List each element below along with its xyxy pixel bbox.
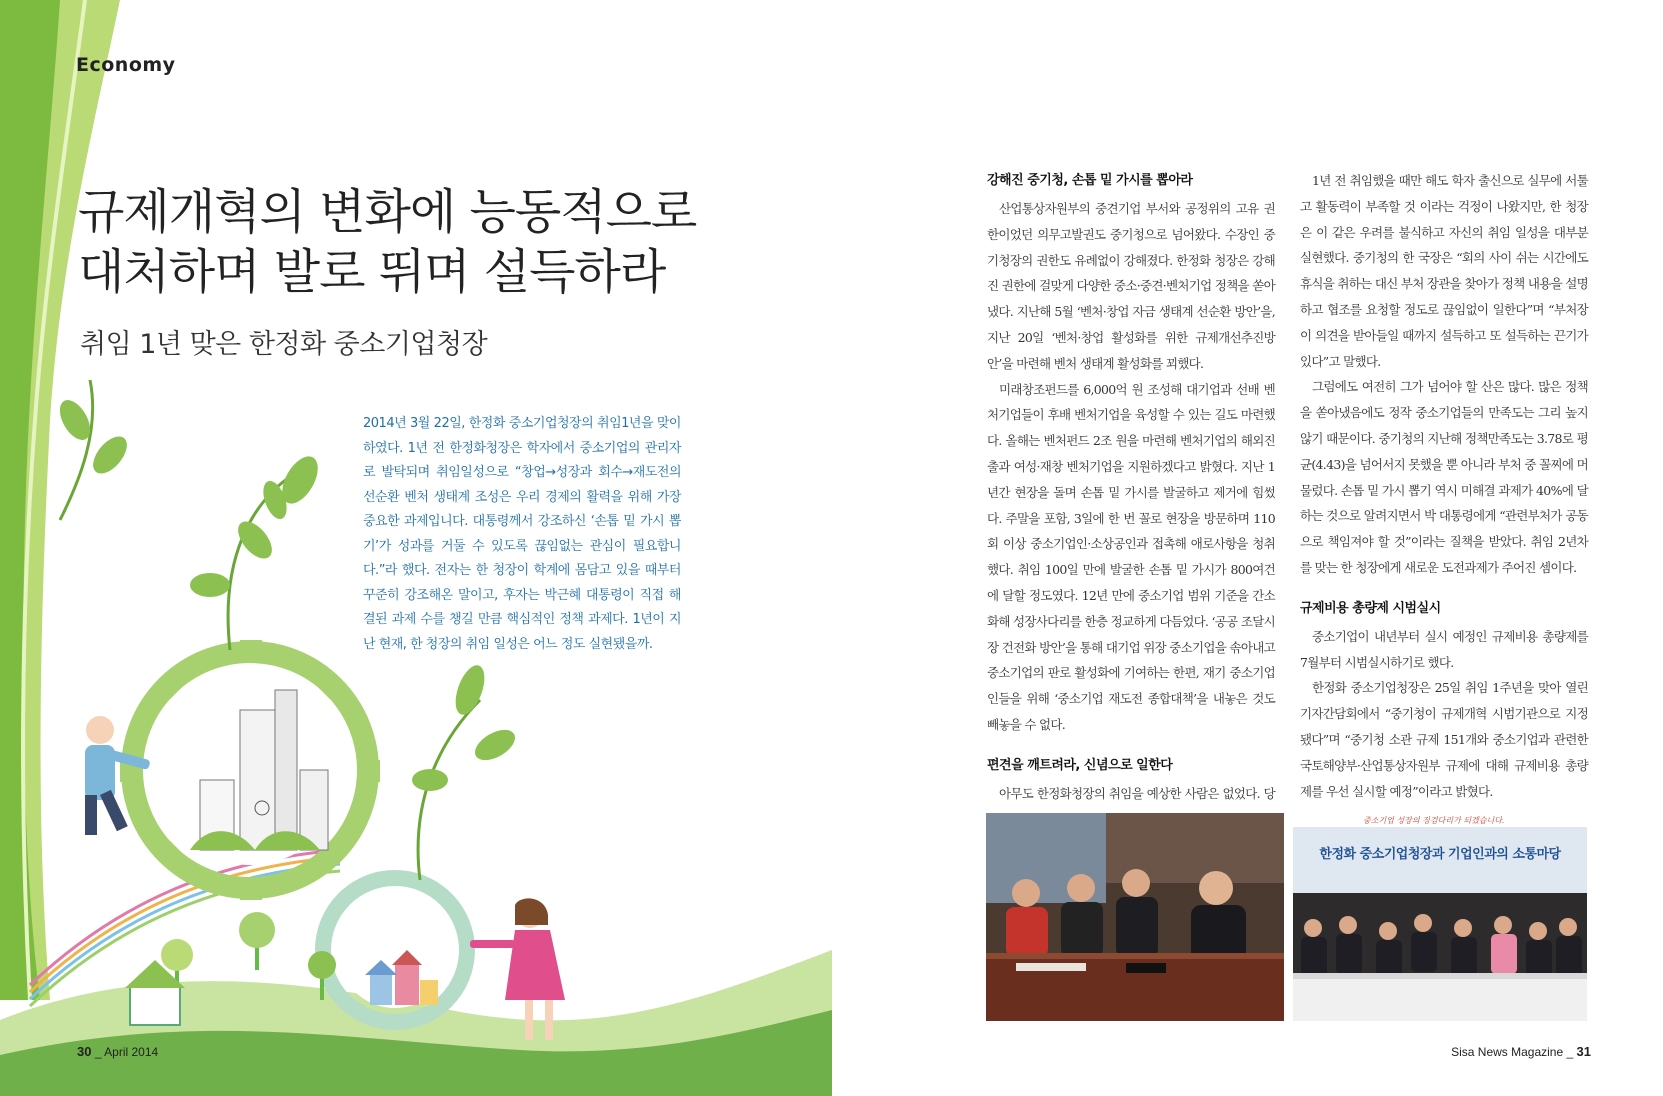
banner-title: 한정화 중소기업청장과 기업인과의 소통마당 bbox=[1319, 847, 1561, 862]
press-conference-photo bbox=[986, 813, 1284, 1021]
body-paragraph: 1년 전 취임했을 때만 해도 학자 출신으로 실무에 서툴고 활동력이 부족할 것 이라는 걱정이 나왔지만, 한 청장은 이 같은 우려를 불식하고 자신의 취임 일성을 대부분 실현했다. 중기청의 한 국장은 “회의 사이 쉬는 시간에도 휴식을 취하는 대신 부처 장관을 찾아가 정책 내용을 설명하고 협조를 요청할 정도로 끊임없이 일한다”며 “부처장이 의견을 받아들일 때까지 설득하고 또 설득하는 끈기가 있다”고 말했다. bbox=[1300, 173, 1588, 369]
issue-date: April 2014 bbox=[104, 1045, 159, 1059]
page-number-left: 30 bbox=[77, 1044, 92, 1059]
body-paragraph: 한정화 중소기업청장은 25일 취임 1주년을 맞아 열린 기자간담회에서 “중기청이 규제개혁 시범기관으로 지정됐다”며 “중기청 소관 규제 151개와 중소기업과 관련한 국토해양부·산업통상자원부 규제에 대해 규제비용 총량제를 우선 실시할 예정”이라고 밝혔다. bbox=[1300, 680, 1588, 799]
headline-line-1: 규제개혁의 변화에 능동적으로 bbox=[78, 184, 697, 240]
subheadline: 취임 1년 맞은 한정화 중소기업청장 bbox=[80, 329, 488, 360]
magazine-name: Sisa News Magazine bbox=[1451, 1045, 1564, 1059]
folio-left: 30 _ April 2014 bbox=[77, 1044, 159, 1059]
page-number-right: 31 bbox=[1576, 1044, 1591, 1059]
body-paragraph: 아무도 한정화청장의 취임을 예상한 사람은 없었다. 당 bbox=[999, 785, 1275, 801]
section-heading-2: 편견을 깨트려라, 신념으로 일한다 bbox=[987, 757, 1173, 773]
body-paragraph: 미래창조펀드를 6,000억 원 조성해 대기업과 선배 벤처기업들이 후배 벤처기업을 육성할 수 있는 길도 마련했다. 올해는 벤처펀드 2조 원을 마련해 벤처기업의 해외진출과 여성·재창 벤처기업을 지원하겠다고 밝혔다. 지난 1년간 현장을 돌며 손톱 밑 가시를 발굴하고 제거에 힘썼다. 주말을 포함, 3일에 한 번 꼴로 현장을 방문하며 110회 이상 중소기업인·소상공인과 접촉해 애로사항을 청취했다. 취임 100일 만에 발굴한 손톱 밑 가시가 800여건에 달할 정도였다. 12년 만에 중소기업 범위 기준을 간소화해 성장사다리를 한층 정교하게 다듬었다. ‘공공 조달시장 건전화 방안’을 통해 대기업 위장 중소기업을 솎아내고 중소기업의 판로 활성화에 기여하는 한편, 재기 중소기업인들을 위해 ‘중소기업 재도전 종합대책’을 내놓은 것도 빼놓을 수 없다. bbox=[987, 381, 1275, 732]
headline-line-2: 대처하며 발로 뛰며 설득하라 bbox=[78, 244, 666, 300]
section-heading-3: 규제비용 총량제 시범실시 bbox=[1300, 600, 1441, 616]
large-gear-icon bbox=[120, 640, 380, 900]
section-heading-1: 강해진 중기청, 손톱 밑 가시를 뽑아라 bbox=[987, 173, 1193, 188]
body-paragraph: 산업통상자원부의 중견기업 부서와 공정위의 고유 권한이었던 의무고발권도 중기청으로 넘어왔다. 수장인 중기청장의 권한도 유례없이 강해졌다. 한정화 청장은 강해진 권한에 걸맞게 다양한 중소·중견·벤처기업 정책을 쏟아냈다. 지난해 5월 ‘벤처·창업 자금 생태계 선순환 방안’을, 지난 20일 ‘벤처·창업 활성화를 위한 규제개선추진방안’을 마련해 벤처 생태계 활성화를 꾀했다. bbox=[987, 201, 1275, 371]
section-label: Economy bbox=[76, 54, 176, 76]
article-column-1 bbox=[987, 168, 1275, 910]
body-paragraph: 그럼에도 여전히 그가 넘어야 할 산은 많다. 많은 정책을 쏟아냈음에도 정작 중소기업들의 만족도는 그리 높지 않기 때문이다. 중기청의 지난해 정책만족도는 3.78로 평균(4.43)을 넘어서지 못했을 뿐 아니라 부처 중 꼴찌에 머물렀다. 손톱 밑 가시 뽑기 역시 미해결 과제가 40%에 달하는 것으로 알려지면서 박 대통령에게 “관련부처가 공동으로 책임져야 할 것”이라는 질책을 받았다. 취임 2년차를 맞는 한 청장에게 새로운 도전과제가 주어진 셈이다. bbox=[1300, 379, 1588, 575]
forum-meeting-photo bbox=[1293, 813, 1587, 1021]
body-paragraph: 중소기업이 내년부터 실시 예정인 규제비용 총량제를 7월부터 시범실시하기로 했다. bbox=[1300, 628, 1588, 670]
small-gear-icon bbox=[323, 878, 467, 1022]
folio-right: Sisa News Magazine _ 31 bbox=[1451, 1044, 1591, 1059]
article-column-2 bbox=[1300, 168, 1588, 804]
headline bbox=[78, 182, 696, 302]
right-page bbox=[832, 0, 1663, 1096]
banner-slogan: 중소기업 성장의 징검다리가 되겠습니다. bbox=[1363, 816, 1505, 825]
lede-paragraph: 2014년 3월 22일, 한정화 중소기업청장의 취임1년을 맞이하였다. 1년 전 한정화청장은 학자에서 중소기업의 관리자로 발탁되며 취임일성으로 “창업→성장과 회수→재도전의 선순환 벤처 생태계 조성은 우리 경제의 활력을 위해 가장 중요한 과제입니다. 대통령께서 강조하신 ‘손톱 밑 가시 뽑기’가 성과를 거둘 수 있도록 끊임없는 관심이 필요합니다.”라 했다. 전자는 한 청장이 학계에 몸담고 있을 때부터 꾸준히 강조해온 말이고, 후자는 박근혜 대통령이 직접 해결된 과제 수를 챙길 만큼 핵심적인 정책 과제다. 1년이 지난 현재, 한 청장의 취임 일성은 어느 정도 실현됐을까. bbox=[363, 416, 681, 652]
press-conference-image bbox=[986, 813, 1284, 1021]
